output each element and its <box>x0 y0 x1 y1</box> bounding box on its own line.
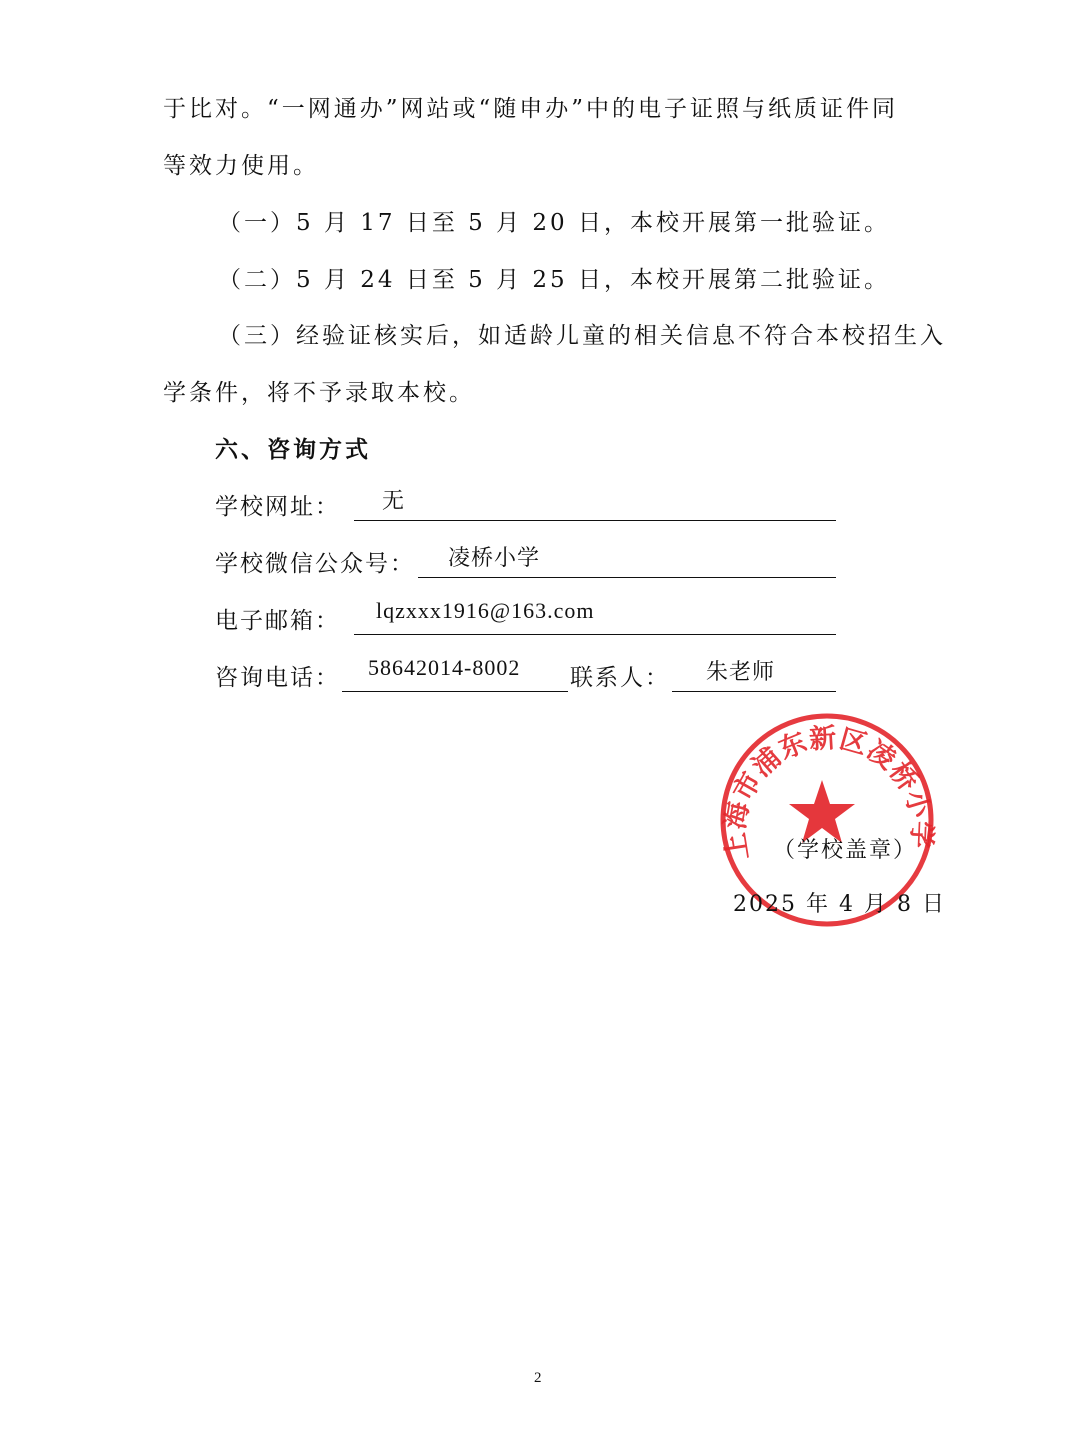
paragraph-line: 学条件，将不予录取本校。 <box>163 380 475 406</box>
contact-person-label: 联系人： <box>570 665 670 691</box>
seal-text: 上海市浦东新区凌桥小学 <box>719 722 938 863</box>
list-item: （三）经验证核实后，如适龄儿童的相关信息不符合本校招生入 <box>218 323 946 349</box>
wechat-fill <box>418 547 836 578</box>
list-item: （一）5 月 17 日至 5 月 20 日，本校开展第一批验证。 <box>218 210 890 236</box>
section-heading: 六、咨询方式 <box>215 436 371 463</box>
page-number: 2 <box>534 1370 542 1386</box>
contact-person-fill <box>672 661 836 692</box>
website-value: 无 <box>382 489 406 514</box>
list-item: （二）5 月 24 日至 5 月 25 日，本校开展第二批验证。 <box>218 267 890 293</box>
phone-fill <box>342 655 568 692</box>
contact-person-value: 朱老师 <box>706 660 776 685</box>
wechat-label: 学校微信公众号： <box>215 551 415 577</box>
email-fill <box>354 598 836 635</box>
signature-date: 2025 年 4 月 8 日 <box>733 892 946 917</box>
website-fill <box>354 490 836 521</box>
paragraph-line: 等效力使用。 <box>163 153 319 179</box>
website-label: 学校网址： <box>215 494 340 520</box>
phone-value: 58642014-8002 <box>368 655 521 680</box>
email-label: 电子邮箱： <box>215 608 340 634</box>
seal-note: （学校盖章） <box>773 838 918 863</box>
paragraph-line: 于比对。“一网通办”网站或“随申办”中的电子证照与纸质证件同 <box>163 96 899 122</box>
phone-label: 咨询电话： <box>215 665 340 691</box>
email-value: lqzxxx1916@163.com <box>376 598 595 623</box>
wechat-value: 凌桥小学 <box>448 546 541 571</box>
